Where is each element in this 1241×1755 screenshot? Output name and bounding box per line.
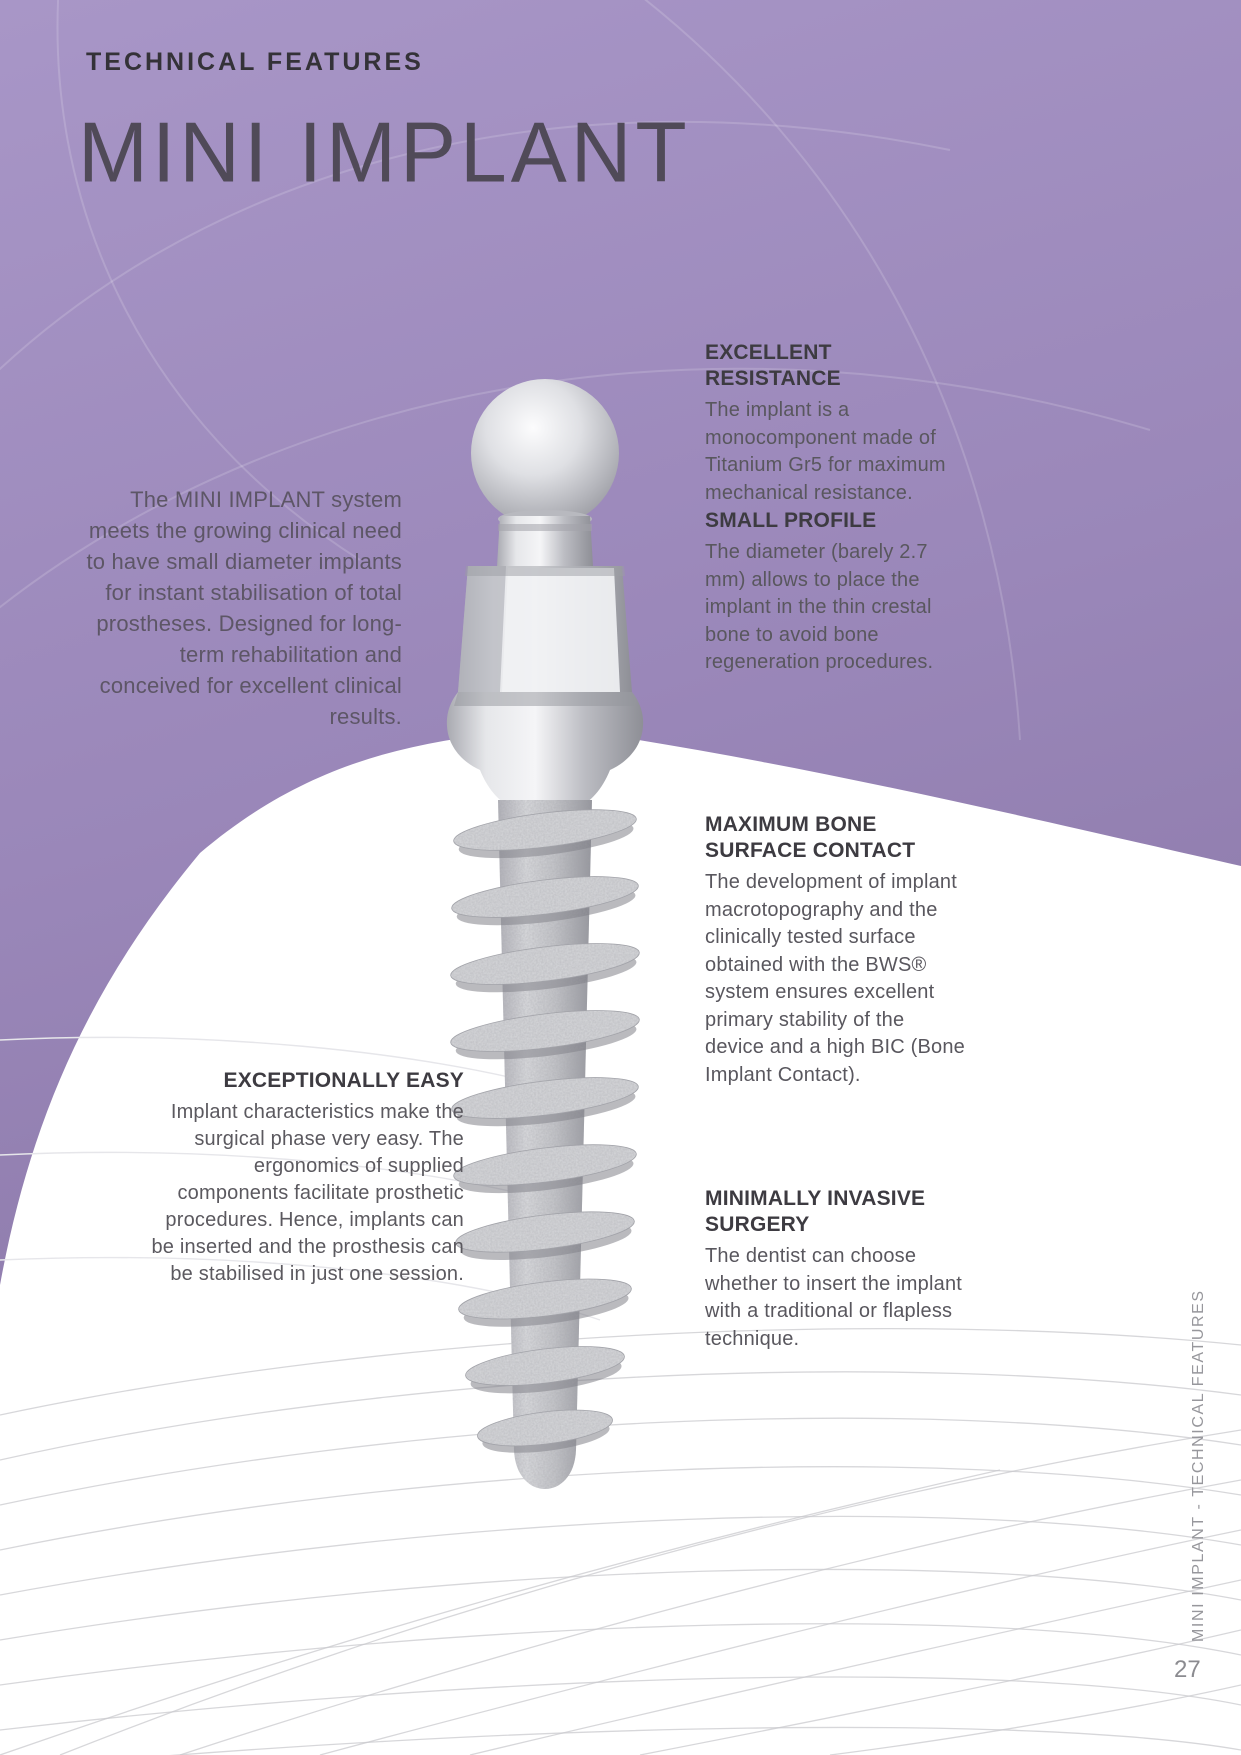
feature-body: The dentist can choose whether to insert the implant with a traditional or flapless technique. [705, 1245, 963, 1350]
feature-heading: MAXIMUM BONE SURFACE CONTACT [705, 813, 916, 862]
vertical-section-caption: MINI IMPLANT - TECHNICAL FEATURES [1190, 1289, 1207, 1642]
implant-neck [497, 516, 593, 566]
feature-excellent-resistance [705, 340, 969, 507]
feature-body: The diameter (barely 2.7 mm) allows to place the implant in the thin crestal bone to avoid bone regeneration procedures. [705, 541, 934, 673]
feature-small-profile [705, 508, 969, 677]
implant-ball-head [471, 379, 619, 528]
section-kicker: TECHNICAL FEATURES [86, 48, 424, 76]
implant-hex-neck [458, 566, 632, 692]
feature-maximum-bone-surface-contact [705, 812, 969, 1089]
intro-paragraph: The MINI IMPLANT system meets the growing clinical need to have small diameter implants for instant stabilisation of total prostheses. Designed for long-term rehabilitation and conceived for excellent clinical results. [86, 487, 402, 729]
feature-exceptionally-easy [148, 1068, 464, 1288]
page-title: MINI IMPLANT [78, 104, 691, 200]
feature-minimally-invasive-surgery [705, 1186, 969, 1353]
feature-body: The development of implant macrotopography and the clinically tested surface obtained with the BWS® system ensures excellent primary stability of the device and a high BIC (Bone Implant Contact). [705, 871, 966, 1086]
feature-body: The implant is a monocomponent made of Titanium Gr5 for maximum mechanical resistance. [705, 399, 946, 504]
feature-heading: SMALL PROFILE [705, 509, 877, 532]
feature-heading: EXCELLENT RESISTANCE [705, 341, 841, 390]
page-number: 27 [1174, 1656, 1201, 1683]
feature-heading: MINIMALLY INVASIVE SURGERY [705, 1187, 926, 1236]
feature-heading: EXCEPTIONALLY EASY [223, 1069, 464, 1092]
feature-body: Implant characteristics make the surgical phase very easy. The ergonomics of supplied components facilitate prosthetic procedures. Hence, implants can be inserted and the prosthesis can be stabilised in just one session. [151, 1101, 464, 1285]
